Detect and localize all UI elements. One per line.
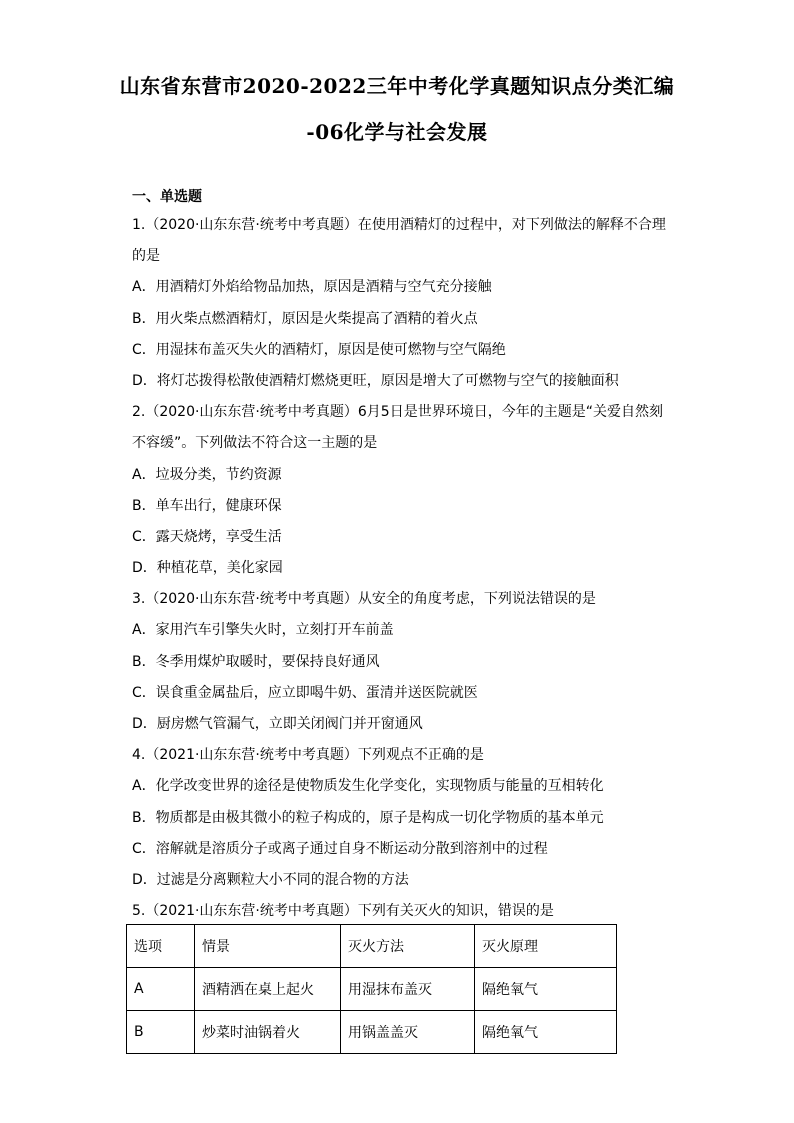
question-2-stem-line-1: 2.（2020·山东东营·统考中考真题）6月5日是世界环境日，今年的主题是“关爱自然刻 [132, 404, 663, 421]
question-1-option-b: B．用火柴点燃酒精灯，原因是火柴提高了酒精的着火点 [132, 310, 478, 327]
question-1-option-c: C．用湿抹布盖灭失火的酒精灯，原因是使可燃物与空气隔绝 [132, 341, 506, 358]
question-3-stem: 3.（2020·山东东营·统考中考真题）从安全的角度考虑，下列说法错误的是 [132, 591, 596, 608]
question-3-option-a: A．家用汽车引擎失火时，立刻打开车前盖 [132, 622, 394, 639]
question-4-option-a: A．化学改变世界的途径是使物质发生化学变化，实现物质与能量的互相转化 [132, 778, 604, 795]
question-1-stem-line-2: 的是 [132, 248, 160, 265]
table-cell: 隔绝氧气 [475, 1011, 617, 1054]
question-4-stem: 4.（2021·山东东营·统考中考真题）下列观点不正确的是 [132, 747, 484, 764]
question-list [132, 210, 672, 927]
question-2-option-a: A．垃圾分类，节约资源 [132, 466, 282, 483]
fire-extinguishing-table [126, 924, 617, 1054]
table-cell: A [127, 968, 195, 1011]
table-cell: 用锅盖盖灭 [341, 1011, 475, 1054]
table-cell: 用湿抹布盖灭 [341, 968, 475, 1011]
table-header-cell: 灭火方法 [341, 925, 475, 968]
question-3-option-d: D．厨房燃气管漏气，立即关闭阀门并开窗通风 [132, 716, 423, 732]
question-4-option-b: B．物质都是由极其微小的粒子构成的，原子是构成一切化学物质的基本单元 [132, 809, 604, 826]
question-2-stem-line-2: 不容缓”。下列做法不符合这一主题的是 [132, 435, 378, 452]
question-5-stem: 5.（2021·山东东营·统考中考真题）下列有关灭火的知识，错误的是 [132, 903, 554, 920]
table-cell: 酒精洒在桌上起火 [195, 968, 341, 1011]
question-1-option-a: A．用酒精灯外焰给物品加热，原因是酒精与空气充分接触 [132, 279, 492, 296]
table-header-row [127, 925, 617, 968]
question-2-option-d: D．种植花草，美化家园 [132, 560, 283, 577]
question-1-option-d: D．将灯芯拨得松散使酒精灯燃烧更旺，原因是增大了可燃物与空气的接触面积 [132, 372, 619, 389]
table-header-cell: 选项 [127, 925, 195, 968]
table-cell: 隔绝氧气 [475, 968, 617, 1011]
question-4-option-c: C．溶解就是溶质分子或离子通过自身不断运动分散到溶剂中的过程 [132, 840, 548, 857]
table-row [127, 968, 617, 1011]
question-3-option-b: B．冬季用煤炉取暖时，要保持良好通风 [132, 653, 380, 670]
document-title-line-2: -06化学与社会发展 [306, 120, 488, 144]
section-heading: 一、单选题 [132, 189, 202, 205]
question-2-option-b: B．单车出行，健康环保 [132, 497, 282, 514]
question-2-option-c: C．露天烧烤，享受生活 [132, 528, 282, 545]
table-row [127, 1011, 617, 1054]
document-title-line-1: 山东省东营市2020-2022三年中考化学真题知识点分类汇编 [119, 74, 675, 98]
table-header-cell: 情景 [195, 925, 341, 968]
table-cell: B [127, 1011, 195, 1054]
table-cell: 炒菜时油锅着火 [195, 1011, 341, 1054]
question-3-option-c: C．误食重金属盐后，应立即喝牛奶、蛋清并送医院就医 [132, 684, 478, 701]
question-4-option-d: D．过滤是分离颗粒大小不同的混合物的方法 [132, 871, 409, 888]
question-1-stem-line-1: 1.（2020·山东东营·统考中考真题）在使用酒精灯的过程中，对下列做法的解释不合理 [132, 217, 666, 233]
table-header-cell: 灭火原理 [475, 925, 617, 968]
